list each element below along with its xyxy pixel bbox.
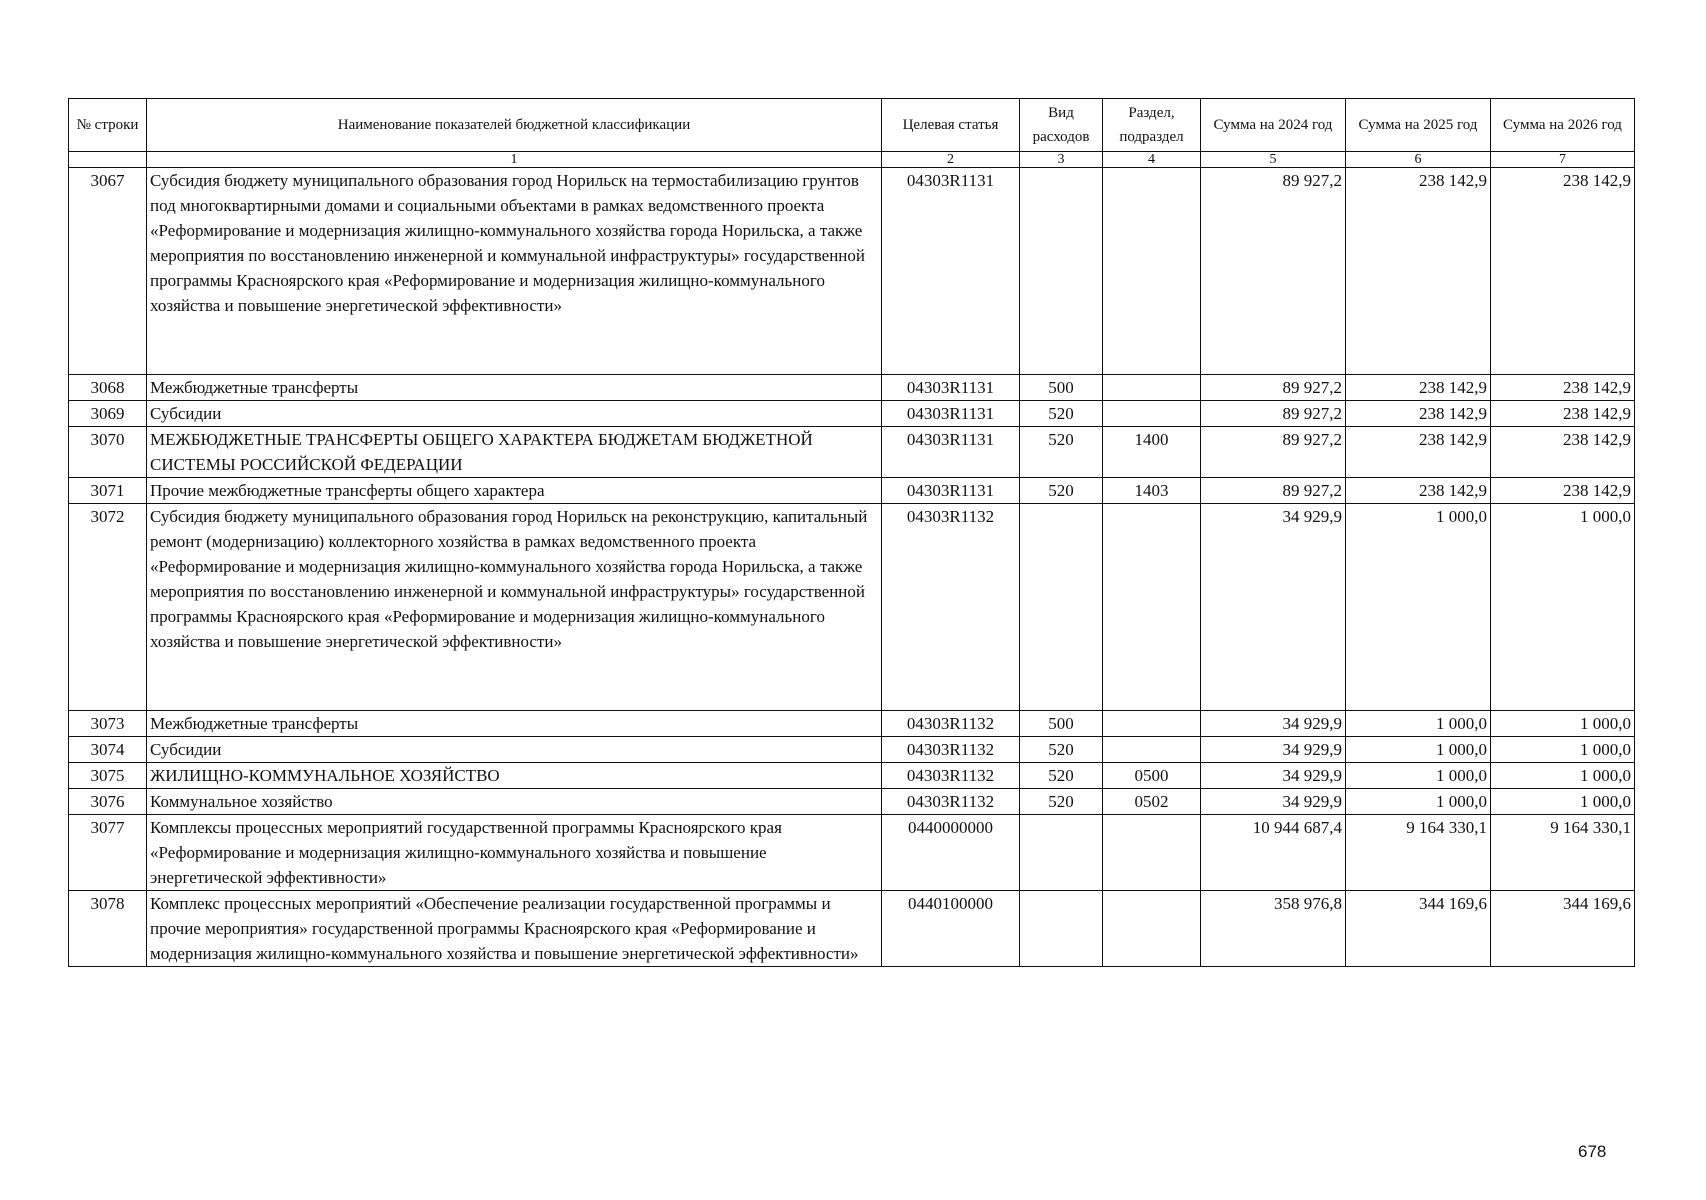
column-number: 4	[1103, 152, 1201, 168]
row-number-cell: 3068	[69, 375, 147, 401]
sum-2026-cell: 238 142,9	[1491, 375, 1635, 401]
target-article-cell: 0440000000	[882, 815, 1020, 891]
header-name: Наименование показателей бюджетной классификации	[147, 99, 882, 152]
target-article-cell: 04303R1131	[882, 401, 1020, 427]
row-number-cell: 3070	[69, 427, 147, 478]
sum-2024-cell: 34 929,9	[1201, 763, 1346, 789]
sum-2026-cell: 238 142,9	[1491, 478, 1635, 504]
indicator-name-cell: МЕЖБЮДЖЕТНЫЕ ТРАНСФЕРТЫ ОБЩЕГО ХАРАКТЕРА БЮДЖЕТАМ БЮДЖЕТНОЙ СИСТЕМЫ РОССИЙСКОЙ ФЕДЕРАЦИИ	[147, 427, 882, 478]
column-number: 1	[147, 152, 882, 168]
indicator-name-cell: Комплексы процессных мероприятий государственной программы Красноярского края «Реформирование и модернизация жилищно-коммунального хозяйства и повышение энергетической эффективности»	[147, 815, 882, 891]
expense-type-cell: 520	[1020, 427, 1103, 478]
column-number-row	[69, 152, 1635, 168]
column-number: 2	[882, 152, 1020, 168]
expense-type-cell	[1020, 891, 1103, 967]
sum-2024-cell: 358 976,8	[1201, 891, 1346, 967]
indicator-name-cell: Коммунальное хозяйство	[147, 789, 882, 815]
header-sum-2026: Сумма на 2026 год	[1491, 99, 1635, 152]
section-cell	[1103, 504, 1201, 711]
table-row	[69, 478, 1635, 504]
table-row	[69, 789, 1635, 815]
table-row	[69, 737, 1635, 763]
table-row	[69, 168, 1635, 375]
row-number-cell: 3074	[69, 737, 147, 763]
column-number: 5	[1201, 152, 1346, 168]
table-body	[69, 168, 1635, 967]
sum-2026-cell: 238 142,9	[1491, 401, 1635, 427]
table-row	[69, 763, 1635, 789]
section-cell	[1103, 168, 1201, 375]
target-article-cell: 04303R1132	[882, 763, 1020, 789]
indicator-name-cell: Межбюджетные трансферты	[147, 375, 882, 401]
sum-2025-cell: 344 169,6	[1346, 891, 1491, 967]
row-number-cell: 3072	[69, 504, 147, 711]
indicator-name-cell: Субсидия бюджету муниципального образования город Норильск на реконструкцию, капитальный ремонт (модернизацию) коллекторного хозяйства в рамках ведомственного проекта «Реформирование и модернизация жилищно-коммунального хозяйства города Норильска, а также мероприятия по восстановлению инженерной и коммунальной инфраструктуры» государственной программы Красноярского края «Реформирование и модернизация жилищно-коммунального хозяйства и повышение энергетической эффективности»	[147, 504, 882, 711]
section-cell: 0502	[1103, 789, 1201, 815]
sum-2025-cell: 1 000,0	[1346, 737, 1491, 763]
expense-type-cell: 520	[1020, 789, 1103, 815]
header-row-number: № строки	[69, 99, 147, 152]
sum-2025-cell: 1 000,0	[1346, 711, 1491, 737]
sum-2025-cell: 9 164 330,1	[1346, 815, 1491, 891]
section-cell: 0500	[1103, 763, 1201, 789]
sum-2026-cell: 1 000,0	[1491, 737, 1635, 763]
expense-type-cell: 520	[1020, 737, 1103, 763]
header-expense-type: Вид расходов	[1020, 99, 1103, 152]
sum-2025-cell: 238 142,9	[1346, 427, 1491, 478]
indicator-name-cell: Субсидия бюджету муниципального образования город Норильск на термостабилизацию грунтов под многоквартирными домами и социальными объектами в рамках ведомственного проекта «Реформирование и модернизация жилищно-коммунального хозяйства города Норильска, а также мероприятия по восстановлению инженерной и коммунальной инфраструктуры» государственной программы Красноярского края «Реформирование и модернизация жилищно-коммунального хозяйства и повышение энергетической эффективности»	[147, 168, 882, 375]
section-cell	[1103, 815, 1201, 891]
row-number-cell: 3075	[69, 763, 147, 789]
target-article-cell: 04303R1131	[882, 168, 1020, 375]
page-number: 678	[1578, 1142, 1607, 1161]
sum-2025-cell: 238 142,9	[1346, 375, 1491, 401]
section-cell	[1103, 737, 1201, 763]
target-article-cell: 04303R1131	[882, 427, 1020, 478]
section-cell	[1103, 375, 1201, 401]
column-number: 7	[1491, 152, 1635, 168]
sum-2026-cell: 1 000,0	[1491, 763, 1635, 789]
indicator-name-cell: Субсидии	[147, 401, 882, 427]
column-number: 6	[1346, 152, 1491, 168]
sum-2026-cell: 9 164 330,1	[1491, 815, 1635, 891]
table-row	[69, 375, 1635, 401]
expense-type-cell: 520	[1020, 401, 1103, 427]
expense-type-cell	[1020, 815, 1103, 891]
indicator-name-cell: Межбюджетные трансферты	[147, 711, 882, 737]
row-number-cell: 3073	[69, 711, 147, 737]
target-article-cell: 04303R1131	[882, 478, 1020, 504]
target-article-cell: 04303R1132	[882, 711, 1020, 737]
target-article-cell: 0440100000	[882, 891, 1020, 967]
row-number-cell: 3067	[69, 168, 147, 375]
row-number-cell: 3069	[69, 401, 147, 427]
sum-2026-cell: 1 000,0	[1491, 711, 1635, 737]
sum-2026-cell: 1 000,0	[1491, 504, 1635, 711]
expense-type-cell: 500	[1020, 711, 1103, 737]
header-row	[69, 99, 1635, 152]
sum-2024-cell: 34 929,9	[1201, 789, 1346, 815]
section-cell: 1400	[1103, 427, 1201, 478]
section-cell	[1103, 891, 1201, 967]
sum-2024-cell: 34 929,9	[1201, 711, 1346, 737]
target-article-cell: 04303R1132	[882, 789, 1020, 815]
indicator-name-cell: Комплекс процессных мероприятий «Обеспечение реализации государственной программы и прочие мероприятия» государственной программы Красноярского края «Реформирование и модернизация жилищно-коммунального хозяйства и повышение энергетической эффективности»	[147, 891, 882, 967]
sum-2024-cell: 10 944 687,4	[1201, 815, 1346, 891]
indicator-name-cell: ЖИЛИЩНО-КОММУНАЛЬНОЕ ХОЗЯЙСТВО	[147, 763, 882, 789]
row-number-cell: 3077	[69, 815, 147, 891]
sum-2026-cell: 238 142,9	[1491, 168, 1635, 375]
sum-2024-cell: 89 927,2	[1201, 168, 1346, 375]
expense-type-cell: 520	[1020, 478, 1103, 504]
table-row	[69, 815, 1635, 891]
row-number-cell: 3078	[69, 891, 147, 967]
sum-2024-cell: 89 927,2	[1201, 401, 1346, 427]
sum-2024-cell: 89 927,2	[1201, 375, 1346, 401]
target-article-cell: 04303R1132	[882, 737, 1020, 763]
sum-2025-cell: 1 000,0	[1346, 789, 1491, 815]
expense-type-cell: 500	[1020, 375, 1103, 401]
section-cell: 1403	[1103, 478, 1201, 504]
section-cell	[1103, 401, 1201, 427]
column-number-blank	[69, 152, 147, 168]
table-row	[69, 891, 1635, 967]
row-number-cell: 3076	[69, 789, 147, 815]
expense-type-cell	[1020, 504, 1103, 711]
row-number-cell: 3071	[69, 478, 147, 504]
budget-table	[68, 98, 1635, 967]
table-row	[69, 427, 1635, 478]
expense-type-cell: 520	[1020, 763, 1103, 789]
sum-2025-cell: 238 142,9	[1346, 401, 1491, 427]
table-row	[69, 504, 1635, 711]
header-sum-2024: Сумма на 2024 год	[1201, 99, 1346, 152]
expense-type-cell	[1020, 168, 1103, 375]
table-row	[69, 401, 1635, 427]
indicator-name-cell: Прочие межбюджетные трансферты общего характера	[147, 478, 882, 504]
column-number: 3	[1020, 152, 1103, 168]
sum-2026-cell: 238 142,9	[1491, 427, 1635, 478]
target-article-cell: 04303R1132	[882, 504, 1020, 711]
sum-2026-cell: 344 169,6	[1491, 891, 1635, 967]
sum-2025-cell: 238 142,9	[1346, 168, 1491, 375]
sum-2024-cell: 34 929,9	[1201, 737, 1346, 763]
table-row	[69, 711, 1635, 737]
target-article-cell: 04303R1131	[882, 375, 1020, 401]
sum-2025-cell: 1 000,0	[1346, 504, 1491, 711]
header-section: Раздел, подраздел	[1103, 99, 1201, 152]
sum-2024-cell: 89 927,2	[1201, 478, 1346, 504]
sum-2024-cell: 34 929,9	[1201, 504, 1346, 711]
sum-2026-cell: 1 000,0	[1491, 789, 1635, 815]
sum-2025-cell: 1 000,0	[1346, 763, 1491, 789]
sum-2024-cell: 89 927,2	[1201, 427, 1346, 478]
header-sum-2025: Сумма на 2025 год	[1346, 99, 1491, 152]
indicator-name-cell: Субсидии	[147, 737, 882, 763]
sum-2025-cell: 238 142,9	[1346, 478, 1491, 504]
section-cell	[1103, 711, 1201, 737]
header-target-article: Целевая статья	[882, 99, 1020, 152]
